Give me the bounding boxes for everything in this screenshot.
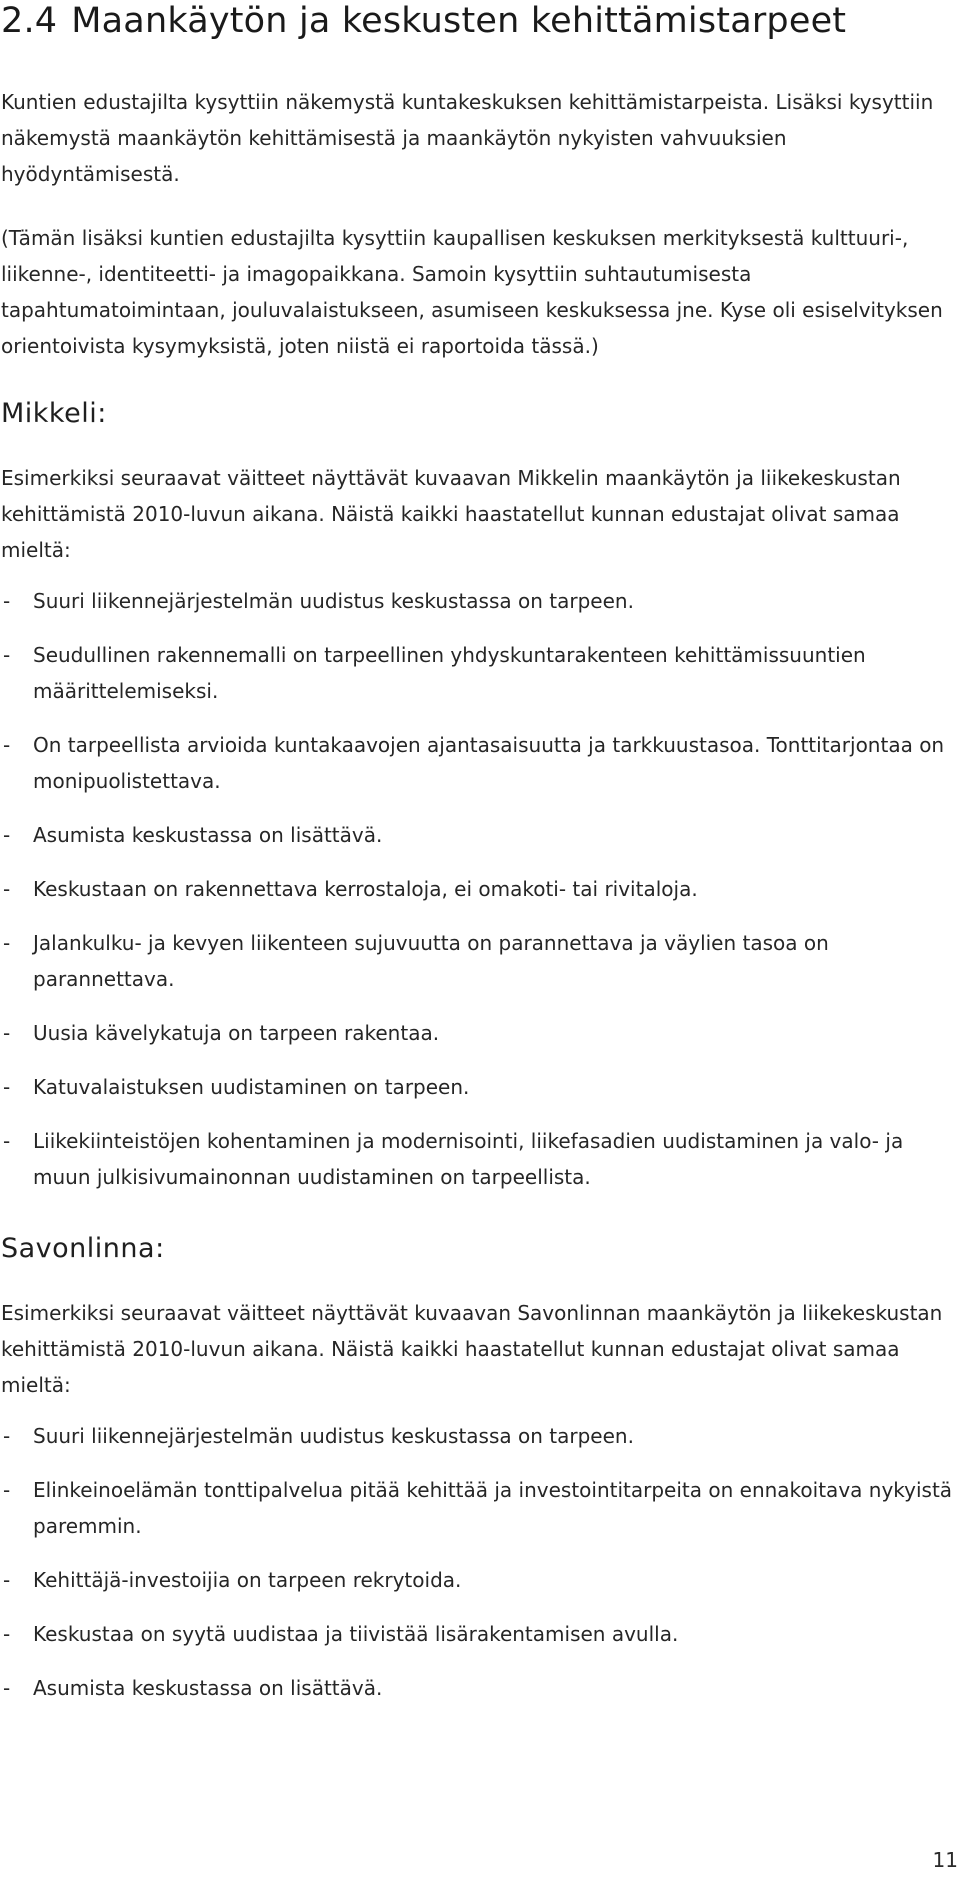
list-item-text: Suuri liikennejärjestelmän uudistus keskustassa on tarpeen.	[33, 1424, 634, 1448]
list-item	[1, 1670, 959, 1706]
list-item-text: Keskustaa on syytä uudistaa ja tiivistää lisärakentamisen avulla.	[33, 1622, 679, 1646]
list-dash: -	[3, 1622, 11, 1646]
list-item-text: On tarpeellista arvioida kuntakaavojen ajantasaisuutta ja tarkkuustasoa. Tonttitarjontaa on monipuolistettava.	[33, 733, 945, 793]
list-item	[1, 637, 959, 709]
list-dash: -	[3, 733, 11, 757]
list-item-text: Seudullinen rakennemalli on tarpeellinen yhdyskuntarakenteen kehittämissuuntien määrittelemiseksi.	[33, 643, 866, 703]
mikkeli-claims-list	[1, 583, 959, 1195]
savonlinna-lead-paragraph: Esimerkiksi seuraavat väitteet näyttävät kuvaavan Savonlinnan maankäytön ja liikekeskustan kehittämistä 2010-luvun aikana. Näistä kaikki haastatellut kunnan edustajat olivat samaa mieltä:	[1, 1301, 943, 1397]
list-item-text: Uusia kävelykatuja on tarpeen rakentaa.	[33, 1021, 440, 1045]
list-item	[1, 727, 959, 799]
section-title: Maankäytön ja keskusten kehittämistarpeet	[71, 1, 847, 41]
list-dash: -	[3, 1478, 11, 1502]
savonlinna-heading: Savonlinna:	[1, 1233, 165, 1264]
section-heading	[1, 0, 959, 42]
list-dash: -	[3, 1676, 11, 1700]
list-item-text: Jalankulku- ja kevyen liikenteen sujuvuutta on parannettava ja väylien tasoa on parannettava.	[33, 931, 829, 991]
note-paragraph: (Tämän lisäksi kuntien edustajilta kysyttiin kaupallisen keskuksen merkityksestä kulttuuri-, liikenne-, identiteetti- ja imagopaikkana. Samoin kysyttiin suhtautumisesta tapahtumatoimintaan, jouluvalaistukseen, asumiseen keskuksessa jne. Kyse oli esiselvityksen orientoivista kysymyksistä, joten niistä ei raportoida tässä.)	[1, 226, 943, 358]
mikkeli-lead-paragraph: Esimerkiksi seuraavat väitteet näyttävät kuvaavan Mikkelin maankäytön ja liikekeskustan kehittämistä 2010-luvun aikana. Näistä kaikki haastatellut kunnan edustajat olivat samaa mieltä:	[1, 466, 901, 562]
list-dash: -	[3, 1021, 11, 1045]
list-item	[1, 1123, 959, 1195]
list-item-text: Asumista keskustassa on lisättävä.	[33, 1676, 383, 1700]
list-item	[1, 1562, 959, 1598]
list-item-text: Keskustaan on rakennettava kerrostaloja, ei omakoti- tai rivitaloja.	[33, 877, 698, 901]
list-item-text: Elinkeinoelämän tonttipalvelua pitää kehittää ja investointitarpeita on ennakoitava nykyistä paremmin.	[33, 1478, 953, 1538]
list-dash: -	[3, 931, 11, 955]
list-dash: -	[3, 1424, 11, 1448]
list-item	[1, 1616, 959, 1652]
list-item-text: Kehittäjä-investoijia on tarpeen rekrytoida.	[33, 1568, 462, 1592]
savonlinna-claims-list	[1, 1418, 959, 1706]
list-item-text: Suuri liikennejärjestelmän uudistus keskustassa on tarpeen.	[33, 589, 634, 613]
list-dash: -	[3, 877, 11, 901]
list-dash: -	[3, 1129, 11, 1153]
list-item	[1, 1015, 959, 1051]
list-item-text: Liikekiinteistöjen kohentaminen ja modernisointi, liikefasadien uudistaminen ja valo- ja muun julkisivumainonnan uudistaminen on tarpeellista.	[33, 1129, 904, 1189]
list-dash: -	[3, 643, 11, 667]
list-item-text: Asumista keskustassa on lisättävä.	[33, 823, 383, 847]
list-dash: -	[3, 1568, 11, 1592]
list-item	[1, 817, 959, 853]
list-item-text: Katuvalaistuksen uudistaminen on tarpeen.	[33, 1075, 470, 1099]
mikkeli-heading: Mikkeli:	[1, 398, 107, 429]
list-item	[1, 583, 959, 619]
list-item	[1, 1069, 959, 1105]
list-dash: -	[3, 1075, 11, 1099]
list-item	[1, 1418, 959, 1454]
section-number: 2.4	[1, 1, 58, 41]
list-item	[1, 1472, 959, 1544]
list-item	[1, 925, 959, 997]
list-dash: -	[3, 589, 11, 613]
intro-paragraph: Kuntien edustajilta kysyttiin näkemystä kuntakeskuksen kehittämistarpeista. Lisäksi kysyttiin näkemystä maankäytön kehittämisestä ja maankäytön nykyisten vahvuuksien hyödyntämisestä.	[1, 90, 934, 186]
list-dash: -	[3, 823, 11, 847]
list-item	[1, 871, 959, 907]
page-number: 11	[932, 1848, 958, 1872]
